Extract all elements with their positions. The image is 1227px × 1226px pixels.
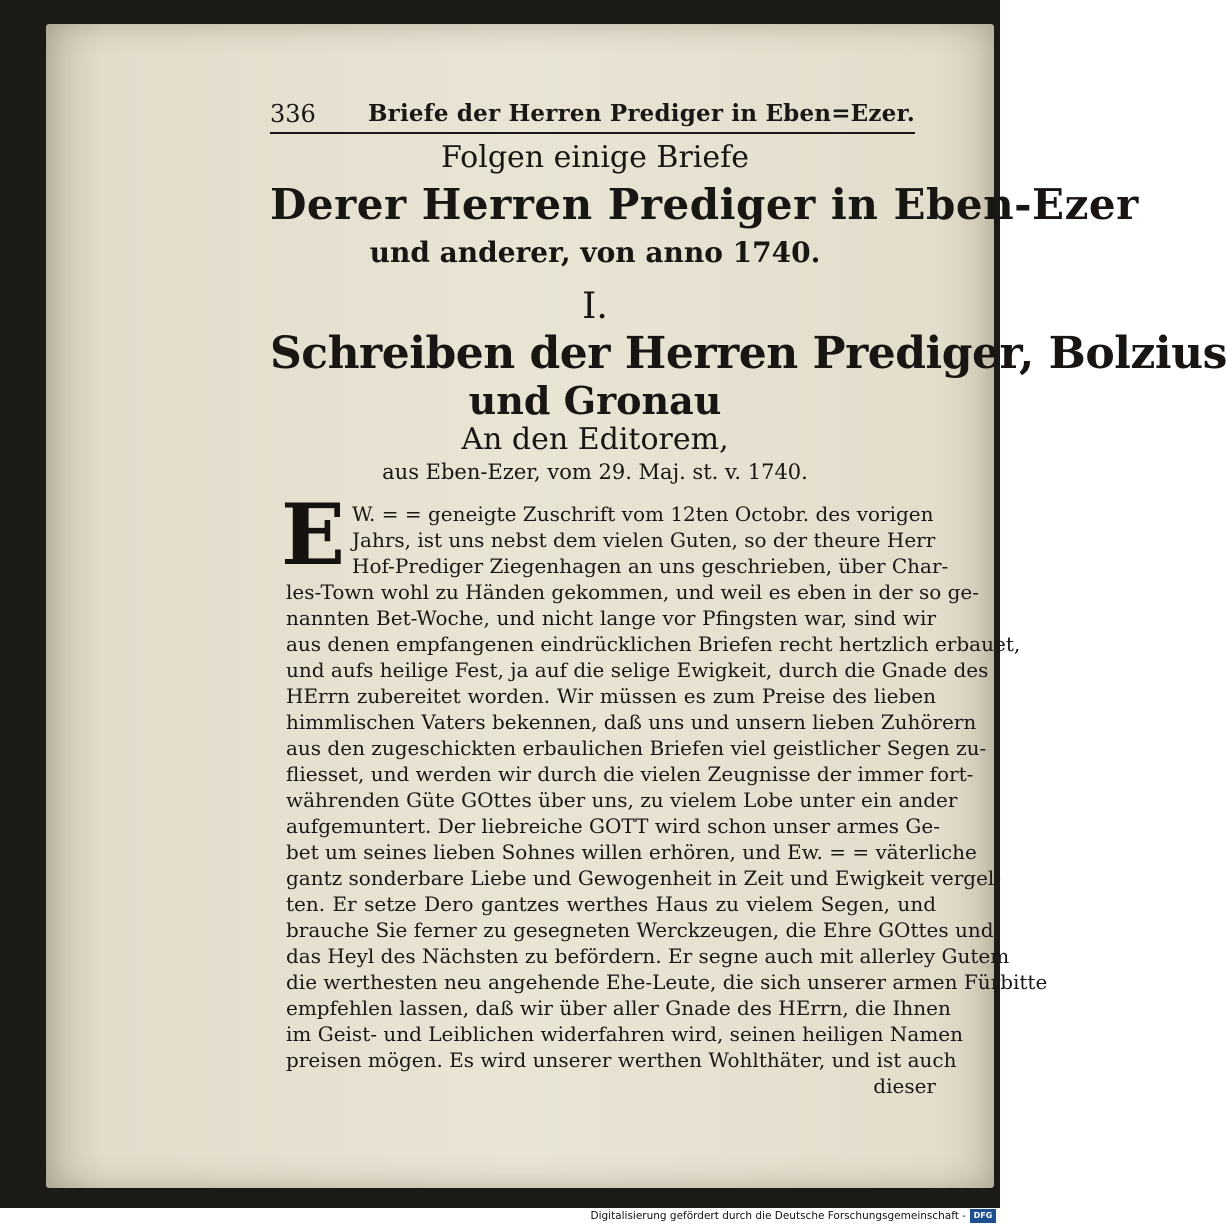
body-line: W. = = geneigte Zuschrift vom 12ten Octobr. des vorigen bbox=[352, 502, 934, 526]
drop-cap: E bbox=[280, 485, 346, 584]
body-line: nannten Bet-Woche, und nicht lange vor Pfingsten war, sind wir bbox=[286, 606, 936, 630]
body-line: aus den zugeschickten erbaulichen Briefen viel geistlicher Segen zu- bbox=[286, 736, 987, 760]
body-line: himmlischen Vaters bekennen, daß uns und unsern lieben Zuhörern bbox=[286, 710, 977, 734]
body-line: gantz sonderbare Liebe und Gewogenheit in Zeit und Ewigkeit vergel- bbox=[286, 866, 1002, 890]
body-line: und aufs heilige Fest, ja auf die selige Ewigkeit, durch die Gnade des bbox=[286, 658, 989, 682]
body-line: währenden Güte GOttes über uns, zu vielem Lobe unter ein ander bbox=[286, 788, 958, 812]
page-header bbox=[270, 100, 915, 134]
running-title: Briefe der Herren Prediger in Eben=Ezer. bbox=[368, 100, 915, 127]
body-line: ten. Er setze Dero gantzes werthes Haus zu vielem Segen, und bbox=[286, 892, 936, 916]
body-line: die werthesten neu angehende Ehe-Leute, die sich unserer armen Fürbitte bbox=[286, 970, 1048, 994]
dateline: aus Eben-Ezer, vom 29. Maj. st. v. 1740. bbox=[382, 460, 808, 484]
body-line: Hof-Prediger Ziegenhagen an uns geschrieben, über Char- bbox=[352, 554, 949, 578]
letter-numeral: I. bbox=[582, 286, 608, 327]
addressee: An den Editorem, bbox=[461, 422, 729, 457]
body-line: preisen mögen. Es wird unserer werthen Wohlthäter, und ist auch bbox=[286, 1048, 957, 1072]
letter-title: Schreiben der Herren Prediger, Bolzius bbox=[270, 328, 1227, 379]
dfg-logo-icon: DFG bbox=[970, 1209, 996, 1223]
body-line: empfehlen lassen, daß wir über aller Gnade des HErrn, die Ihnen bbox=[286, 996, 951, 1020]
body-line: brauche Sie ferner zu gesegneten Werckzeugen, die Ehre GOttes und bbox=[286, 918, 994, 942]
body-line: les-Town wohl zu Händen gekommen, und weil es eben in der so ge- bbox=[286, 580, 980, 604]
body-line: aufgemuntert. Der liebreiche GOTT wird schon unser armes Ge- bbox=[286, 814, 940, 838]
body-line: HErrn zubereitet worden. Wir müssen es zum Preise des lieben bbox=[286, 684, 936, 708]
catchword: dieser bbox=[873, 1074, 936, 1098]
title-line-2: Derer Herren Prediger in Eben-Ezer bbox=[270, 180, 1139, 229]
digitization-credit: Digitalisierung gefördert durch die Deutsche Forschungsgemeinschaft - bbox=[590, 1210, 966, 1222]
body-line: das Heyl des Nächsten zu befördern. Er segne auch mit allerley Gutem bbox=[286, 944, 1010, 968]
letter-title-cont: und Gronau bbox=[468, 378, 722, 423]
body-line: aus denen empfangenen eindrücklichen Briefen recht hertzlich erbauet, bbox=[286, 632, 1021, 656]
page-number: 336 bbox=[270, 100, 316, 128]
body-line: im Geist- und Leiblichen widerfahren wird, seinen heiligen Namen bbox=[286, 1022, 964, 1046]
body-line: fliesset, und werden wir durch die vielen Zeugnisse der immer fort- bbox=[286, 762, 974, 786]
body-line: bet um seines lieben Sohnes willen erhören, und Ew. = = väterliche bbox=[286, 840, 977, 864]
title-line-1: Folgen einige Briefe bbox=[441, 140, 749, 175]
title-line-3: und anderer, von anno 1740. bbox=[369, 236, 821, 269]
body-line: Jahrs, ist uns nebst dem vielen Guten, so der theure Herr bbox=[352, 528, 936, 552]
